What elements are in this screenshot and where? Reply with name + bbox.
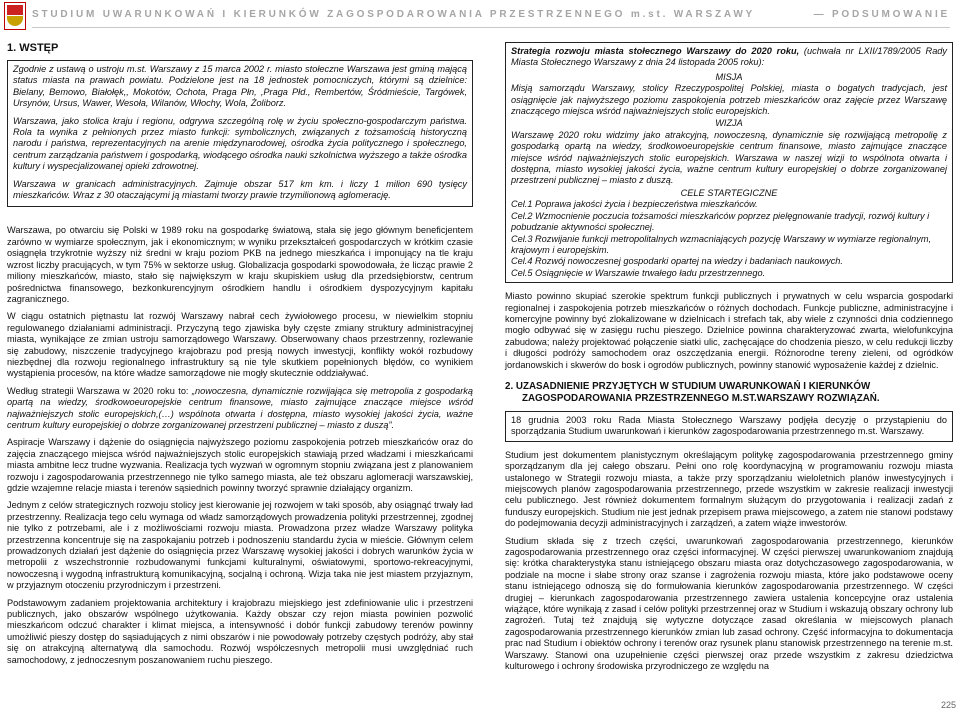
cele-item: Cel.1 Poprawa jakości życia i bezpieczeństwa mieszkańców. bbox=[511, 199, 758, 210]
box-paragraph: Zgodnie z ustawą o ustroju m.st. Warszawy z 15 marca 2002 r. miasto stołeczne Warszawa jest gminą mającą status miasta na prawach powiatu. Podzielone jest na 18 jednostek pomocniczych, którymi są dzielnice: Bielany, Bemowo, Białołęk,, Mokotów, Ochota, Praga Płn, ,Praga Płd., Rembertów, Śródmieście, Targówek, Ursynów, Ursus, Wawer, Wesoła, Wilanów, Włochy, Wola, Żoliborz. bbox=[13, 64, 467, 109]
strategy-quote: „nowoczesna, dynamicznie rozwijająca się metropolia z gospodarką opartą na wiedzy, środkowoeuropejskie centrum finansowe, miasto zajmujące znaczące miejsce wśród najważniejszych stolic europejskich,(…) wspólnota otwarta i dostępna, miasto wysokiej jakości życia, ważne centrum kultury europejskiej o dobrze zorganizowanej przestrzeni publicznej – miasto z duszą”. bbox=[7, 385, 473, 430]
body-paragraph: Warszawa, po otwarciu się Polski w 1989 roku na gospodarkę światową, stała się jego głównym beneficjentem zarówno w wymiarze społecznym, jak i ekonomicznym; w wyniku przekształceń gospodarczych w krótkim czasie osiągnęła trzykrotnie wyższy niż średni w kraju poziom PKB na jednego mieszkańca i imponujący na tle kraju wzrost liczby pracujących, w tym 75% w sektorze usług. Globalizacja gospodarki spowodowała, że licząc prawie 2 miliony mieszkańców, miasto, stało się największym w kraju skupiskiem usług dla przedsiębiorstw, centrum pośrednictwa finansowego, bezkonkurencyjnym ośrodkiem handlu i ośrodkiem dyspozycyjnym kapitału zagranicznego. bbox=[7, 225, 473, 304]
right-column bbox=[505, 42, 953, 679]
body-paragraph: Studium jest dokumentem planistycznym określającym politykę zagospodarowania przestrzennego gminy sporządzanym dla jej całego obszaru. Pełni ono rolę koordynacyjną w programowaniu rozwoju miasta ustalonego w Strategii rozwoju miasta, a także przy sporządzaniu wieloletnich planów inwestycyjnych i miejscowych planów zagospodarowania przestrzennego, przede wszystkim w zakresie realizacji inwestycji celu publicznego. Jest również dokumentem formalnym służącym do przygotowania i realizacji zadań z funduszy europejskich. Studium nie jest jednak przepisem prawa miejscowego, a zatem nie stanowi podstawy do podejmowania decyzji administracyjnych i zarządzeń, a zatem wiąże inwestorów. bbox=[505, 449, 953, 529]
heading2-line: ZAGOSPODAROWANIA PRZESTRZENNEGO M.ST.WARSZAWY ROZWIĄZAŃ. bbox=[522, 392, 880, 404]
strategy-box bbox=[505, 42, 953, 283]
cele-item: Cel.3 Rozwijanie funkcji metropolitalnych wzmacniających pozycję Warszawy w wymiarze regionalnym, krajowym i europejskim. bbox=[511, 233, 932, 255]
box-paragraph: Warszawa w granicach administracyjnych. Zajmuje obszar 517 km km. i liczy 1 milion 690 tysięcy mieszkańców. Wraz z 30 otaczającymi ją miastami tworzy prawie trzymilionową aglomerację. bbox=[13, 178, 467, 201]
warsaw-crest-icon bbox=[4, 2, 26, 30]
strategy-title: Strategia rozwoju miasta stołecznego Warszawy do 2020 roku, bbox=[511, 46, 800, 56]
body-paragraph: Aspiracje Warszawy i dążenie do osiągnięcia najwyższego poziomu zaspokojenia potrzeb mieszkańców oraz do zajęcia znaczącego miejsca wśród najważniejszych stolic europejskich stawiają przed władzami i mieszkańcami miasta ambitne lecz trudne wyzwania. Realizacja tych wyzwań w ogromnym stopniu związana jest z planowaniem rozwoju i zagospodarowania przestrzennego nie tylko samego miasta, ale też obszaru aglomeracji warszawskiej, gdzie wzajemne relacje miasta i terenów sąsiednich powinny tworzyć sprawnie działający organizm. bbox=[7, 437, 473, 493]
section-heading-introduction: 1. WSTĘP bbox=[7, 42, 59, 54]
wizja-label: WIZJA bbox=[715, 118, 743, 129]
header-divider bbox=[32, 27, 950, 28]
body-paragraph: W ciągu ostatnich piętnastu lat rozwój Warszawy nabrał cech żywiołowego procesu, w niewielkim stopniu regulowanego działaniami administracji. Przyczyną tego zjawiska były częste zmiany struktury administracyjnej miasta, wynikające ze zmian ustroju samorządowego Warszawy. Obserwowany chaos przestrzenny, rozlewanie się zabudowy, niszczenie tradycyjnego krajobrazu pod presją nowych inwestycji, konflikty wokół rozbudowy niezbędnej dla rozwoju regionalnego infrastruktury są nie tyle skutkiem popełnionych błędów, co wynikiem wystąpienia procesów, na które władze samorządowe nie mogły skutecznie oddziaływać. bbox=[7, 311, 473, 379]
box-paragraph: Warszawa, jako stolica kraju i regionu, odgrywa szczególną rolę w życiu społeczno-gospodarczym państwa. Rola ta wynika z pełnionych przez miasto funkcji: symbolicznych, związanych z tożsamością historyczną narodu i państwa, reprezentacyjnych na arenie międzynarodowej, ośrodka życia politycznego i społecznego, centrum zarządzania państwem i gospodarką, wiodącego ośrodka nauki szkolnictwa wyższego a także ośrodka kultury i wyspecjalizowanej opieki zdrowotnej. bbox=[13, 115, 467, 172]
strategy-title-rest: (uchwała nr LXII/1789/2005 Rady Miasta Stołecznego Warszawy z dnia 24 listopada 2005 roku): bbox=[511, 46, 948, 68]
strategy-box-title bbox=[511, 46, 947, 69]
misja-label: MISJA bbox=[715, 71, 743, 82]
resolution-text: 18 grudnia 2003 roku Rada Miasta Stołecznego Warszawy podjęła decyzję o przystąpieniu do sporządzania Studium uwarunkowań i kierunków zagospodarowania przestrzennego m.st. Warszawy. bbox=[511, 414, 947, 437]
cele-item: Cel.5 Osiągnięcie w Warszawie trwałego ładu przestrzennego. bbox=[511, 267, 766, 278]
body-paragraph: Podstawowym zadaniem projektowania architektury i krajobrazu miejskiego jest zdefiniowanie ulic i przestrzeni publicznych, jako obszarów wspólnego użytkowania. Każdy obszar czy rejon miasta powinien pozwolić mieszkańcom odczuć charakter i klimat miejsca, a intensywność i dobór funkcji zabudowy terenów powinny umożliwić pieszy dostęp do sąsiadujących z nimi obszarów i nie powodowały potrzeby częstych podróży, aby stał się on atrakcyjną alternatywą dla samochodu. Rozwój współczesnych metropolii musi uwzględniać ruch samochodowy, z jednoczesnym poszanowaniem ruchu pieszego. bbox=[7, 597, 473, 665]
section-heading-justification bbox=[505, 381, 953, 405]
heading2-line: 2. UZASADNIENIE PRZYJĘTYCH W STUDIUM UWARUNKOWAŃ I KIERUNKÓW bbox=[505, 380, 871, 392]
body-paragraph bbox=[7, 386, 473, 432]
cele-label: CELE STARTEGICZNE bbox=[680, 187, 778, 198]
strategy-intro: Według strategii Warszawa w 2020 roku to: bbox=[7, 385, 192, 396]
header-title: STUDIUM UWARUNKOWAŃ I KIERUNKÓW ZAGOSPODAROWANIA PRZESTRZENNEGO m.st. WARSZAWY bbox=[32, 9, 756, 20]
cele-item: Cel.2 Wzmocnienie poczucia tożsamości mieszkańców poprzez pielęgnowanie tradycji, rozwój kultury i pobudzanie aktywności społecznej. bbox=[511, 210, 930, 233]
header-summary: — PODSUMOWANIE bbox=[813, 9, 950, 20]
body-paragraph: Jednym z celów strategicznych rozwoju stolicy jest kierowanie jej rozwojem w taki sposób, aby osiągnąć trwały ład przestrzenny. Realizacja tego celu wymaga od władz samorządowych prowadzenia polityki przestrzennej, zgodnej nie tylko z potrzebami, ale i z możliwościami rozwoju miasta. Prowadzona przez władze Warszawy polityka przestrzenna koncentruje się na zaspokajaniu potrzeb i podnoszeniu standardu życia w mieście. Głównym celem prowadzonych działań jest dążenie do osiągnięcia przez Warszawę wysokiej jakości i dobrych warunków życia w metropolii z wszechstronnie rozbudowanymi funkcjami kulturalnymi, oświatowymi, sportowo-rekreacyjnymi, nowoczesną i wygodną infrastrukturą komunikacyjną, socjalną i ochroną. Wizja taka nie jest miastem przyjaznym, w przyjaznym otoczeniu przyrodniczym i przestrzeni. bbox=[7, 500, 473, 591]
page-header bbox=[0, 0, 960, 34]
legal-status-box bbox=[7, 60, 473, 207]
resolution-box bbox=[505, 411, 953, 442]
misja-text: Misją samorządu Warszawy, stolicy Rzeczypospolitej Polskiej, miasta o bogatych tradycjach, jest osiągnięcie jak najwyższego poziomu zaspokojenia potrzeb mieszkańców oraz zajęcie przez Warszawę znaczącego miejsca wśród najważniejszych stolic europejskich. bbox=[511, 83, 947, 117]
body-paragraph: Miasto powinno skupiać szerokie spektrum funkcji publicznych i prywatnych w celu wsparcia gospodarki regionalnej i zaspokojenia potrzeb mieszkańców o różnych dochodach. Funkcje publiczne, administracyjne i komercyjne powinny być zlokalizowane w dzielnicach i strefach tak, aby wiele z czynności dnia codziennego mogło odbywać się w zasięgu ruchu pieszego. Dzielnice powinna charakteryzować zwarta, wielofunkcyjna zabudowa; należy projektować połączenie siatki ulic, zachęcające do chodzenia pieszo, w celu redukcji liczby i długości podróży samochodem oraz oszczędzania energii. Różnorodne tereny zieleni, od ogródków jordanowskich i skwerów do bosk i ogrodów publicznych, powinny stanowić wyposażenie każdej z dzielnic. bbox=[505, 291, 953, 370]
page-number: 225 bbox=[940, 700, 956, 710]
body-paragraph: Studium składa się z trzech części, uwarunkowań zagospodarowania przestrzennego, kierunków zagospodarowania przestrzennego oraz części informacyjnej. W części pierwszej uwarunkowaniom znajdują się: krótka charakterystyka stanu istniejącego obszaru miasta oraz dotychczasowego zagospodarowania, w podziale na mocne i słabe strony oraz szanse i zagrożenia rozwoju miasta, które jako podstawowe oceny stanu istniejącego odnoszą się do formułowania kierunków zagospodarowania przestrzennego. W części drugiej – kierunkach zagospodarowania przestrzennego zawiera ustalenia koncepcyjne oraz ustalenia wiążące, które wynikają z zasad i celów polityki przestrzennej oraz w Studium i wskazują obszary ochrony lub zagrożeń. Tutaj też znajdują się wytyczne dotyczące zasad określania w miejscowych planach zagospodarowania przestrzennego kierunków zmian lub zasad ochrony. Część informacyjna to dokumentacja prac nad Studium i obiektów ochrony i terenów oraz rysunek planu stanowisk przestrzennego na terenie m.st. Warszawy. Stanowi ona uzupełnienie części pierwszej oraz przede wszystkim z zakresu dziedzictwa kulturowego i ochrony środowiska przyrodniczego ze względu na bbox=[505, 535, 953, 672]
wizja-text: Warszawę 2020 roku widzimy jako atrakcyjną, nowoczesną, dynamicznie się rozwijającą metropolię z gospodarką opartą na wiedzy, środkowoeuropejskie centrum finansowe, miasto zajmujące znaczące miejsce wśród najważniejszych stolic europejskich. Warszawa w naszej wizji to wspólnota otwarta i dostępna, miasto wysokiej jakości życia, ważne centrum kultury europejskiej o dobrze zorganizowanej przestrzeni publicznej – miasto z duszą. bbox=[511, 129, 947, 186]
cele-item: Cel.4 Rozwój nowoczesnej gospodarki opartej na wiedzy i badaniach naukowych. bbox=[511, 256, 843, 267]
left-column bbox=[7, 60, 473, 672]
